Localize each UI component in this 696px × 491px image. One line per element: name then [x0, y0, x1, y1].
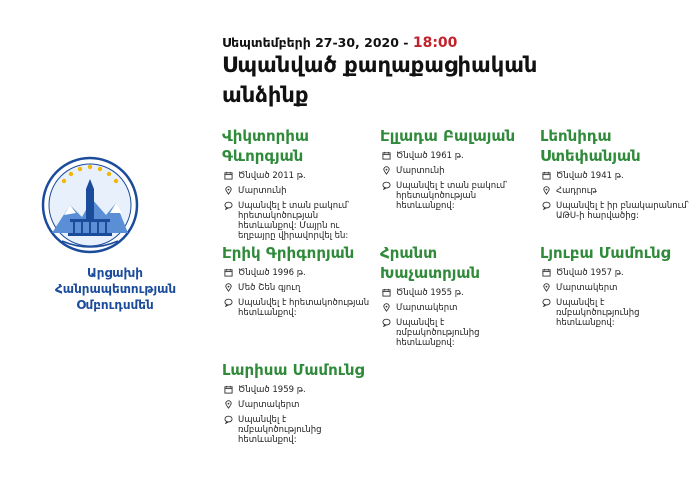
calendar-icon — [540, 268, 552, 277]
victim-place: Մեծ Շեն գյուղ — [238, 283, 301, 293]
location-pin-icon — [380, 303, 392, 312]
page-title: Սպանված քաղաքացիական անձինք — [222, 53, 538, 107]
organization-name: Արցախի Հանրապետության Օմբուդսմեն — [55, 266, 177, 312]
victim-note-row — [380, 181, 530, 211]
victim-place: Մարտակերտ — [556, 283, 618, 293]
victim-born-row — [380, 288, 530, 298]
victim-born-row — [380, 151, 530, 161]
victim-name: Լեոնիդա Ստեփանյան — [540, 127, 641, 165]
location-pin-icon — [380, 166, 392, 175]
victim-born: Ծնված 1941 թ. — [556, 171, 624, 181]
speech-bubble-icon — [540, 298, 552, 307]
victim-note-row — [540, 298, 690, 328]
victim-note: Սպանվել է ռմբակոծությունից հետևանքով: — [396, 318, 480, 348]
calendar-icon — [380, 288, 392, 297]
victim-born: Ծնված 1957 թ. — [556, 268, 624, 278]
speech-bubble-icon — [222, 201, 234, 210]
victim-note: Սպանվել է տան բակում՝ հրետակոծության հետևանքով: Մայրն ու եղբայրը վիրավորվել են: — [238, 201, 350, 241]
victim-note: Սպանվել է հրետակոծության հետևանքով: — [238, 298, 370, 318]
victim-born: Ծնված 1959 թ. — [238, 385, 306, 395]
calendar-icon — [222, 268, 234, 277]
victim-note: Սպանվել է ռմբակոծությունից հետևանքով: — [556, 298, 640, 328]
victim-note-row — [222, 201, 372, 241]
victim-name: Էրիկ Գրիգորյան — [222, 244, 355, 262]
victim-born: Ծնված 1996 թ. — [238, 268, 306, 278]
victim-born-row — [540, 171, 690, 181]
speech-bubble-icon — [380, 181, 392, 190]
victim-born: Ծնված 1961 թ. — [396, 151, 464, 161]
location-pin-icon — [540, 283, 552, 292]
victim-note-row — [380, 318, 530, 348]
location-pin-icon — [222, 186, 234, 195]
victim-note-row — [540, 201, 690, 221]
calendar-icon — [222, 385, 234, 394]
victim-note: Սպանվել է իր բնակարանում՝ ԱԹՍ-ի հարվածից: — [556, 201, 689, 221]
victim-place: Մարտակերտ — [396, 303, 458, 313]
victim-place: Մարտունի — [238, 186, 287, 196]
victim-place-row — [222, 186, 372, 196]
victim-note: Սպանվել է ռմբակոծությունից հետևանքով: — [238, 415, 322, 445]
victim-born: Ծնված 1955 թ. — [396, 288, 464, 298]
victim-born-row — [540, 268, 690, 278]
victim-note-row — [222, 415, 372, 445]
victim-name: Լյուբա Մամունց — [540, 244, 671, 262]
victim-born: Ծնված 2011 թ. — [238, 171, 306, 181]
victim-note: Սպանվել է տան բակում՝ հրետակոծության հետևանքով: — [396, 181, 508, 211]
calendar-icon — [380, 151, 392, 160]
victim-note-row — [222, 298, 372, 318]
calendar-icon — [222, 171, 234, 180]
victim-place: Հադրութ — [556, 186, 597, 196]
speech-bubble-icon — [540, 201, 552, 210]
victim-place: Մարտակերտ — [238, 400, 300, 410]
victim-card — [222, 126, 372, 241]
speech-bubble-icon — [222, 298, 234, 307]
victim-place-row — [222, 400, 372, 410]
victim-place-row — [540, 283, 690, 293]
date-line — [222, 35, 457, 51]
victim-place-row — [540, 186, 690, 196]
location-pin-icon — [222, 400, 234, 409]
victim-name: Լարիսա Մամունց — [222, 361, 365, 379]
victim-name: Վիկտորիա Գևորգյան — [222, 127, 310, 165]
victim-place-row — [380, 303, 530, 313]
victim-place-row — [222, 283, 372, 293]
speech-bubble-icon — [380, 318, 392, 327]
time: 18:00 — [412, 35, 458, 51]
victim-born-row — [222, 171, 372, 181]
location-pin-icon — [540, 186, 552, 195]
victim-card — [380, 243, 530, 348]
victim-name: Էլլադա Բալայան — [380, 127, 516, 145]
victim-card — [222, 243, 372, 318]
victim-place-row — [380, 166, 530, 176]
victim-card — [540, 243, 690, 328]
ombudsman-emblem-logo — [40, 155, 140, 255]
victim-card — [380, 126, 530, 211]
victim-born-row — [222, 268, 372, 278]
victim-place: Մարտունի — [396, 166, 445, 176]
date-range: Սեպտեմբերի 27-30, 2020 - — [222, 35, 413, 50]
victim-card — [540, 126, 690, 221]
location-pin-icon — [222, 283, 234, 292]
victim-born-row — [222, 385, 372, 395]
calendar-icon — [540, 171, 552, 180]
speech-bubble-icon — [222, 415, 234, 424]
victim-name: Հրանտ Խաչատրյան — [380, 244, 481, 282]
victim-card — [222, 360, 372, 445]
